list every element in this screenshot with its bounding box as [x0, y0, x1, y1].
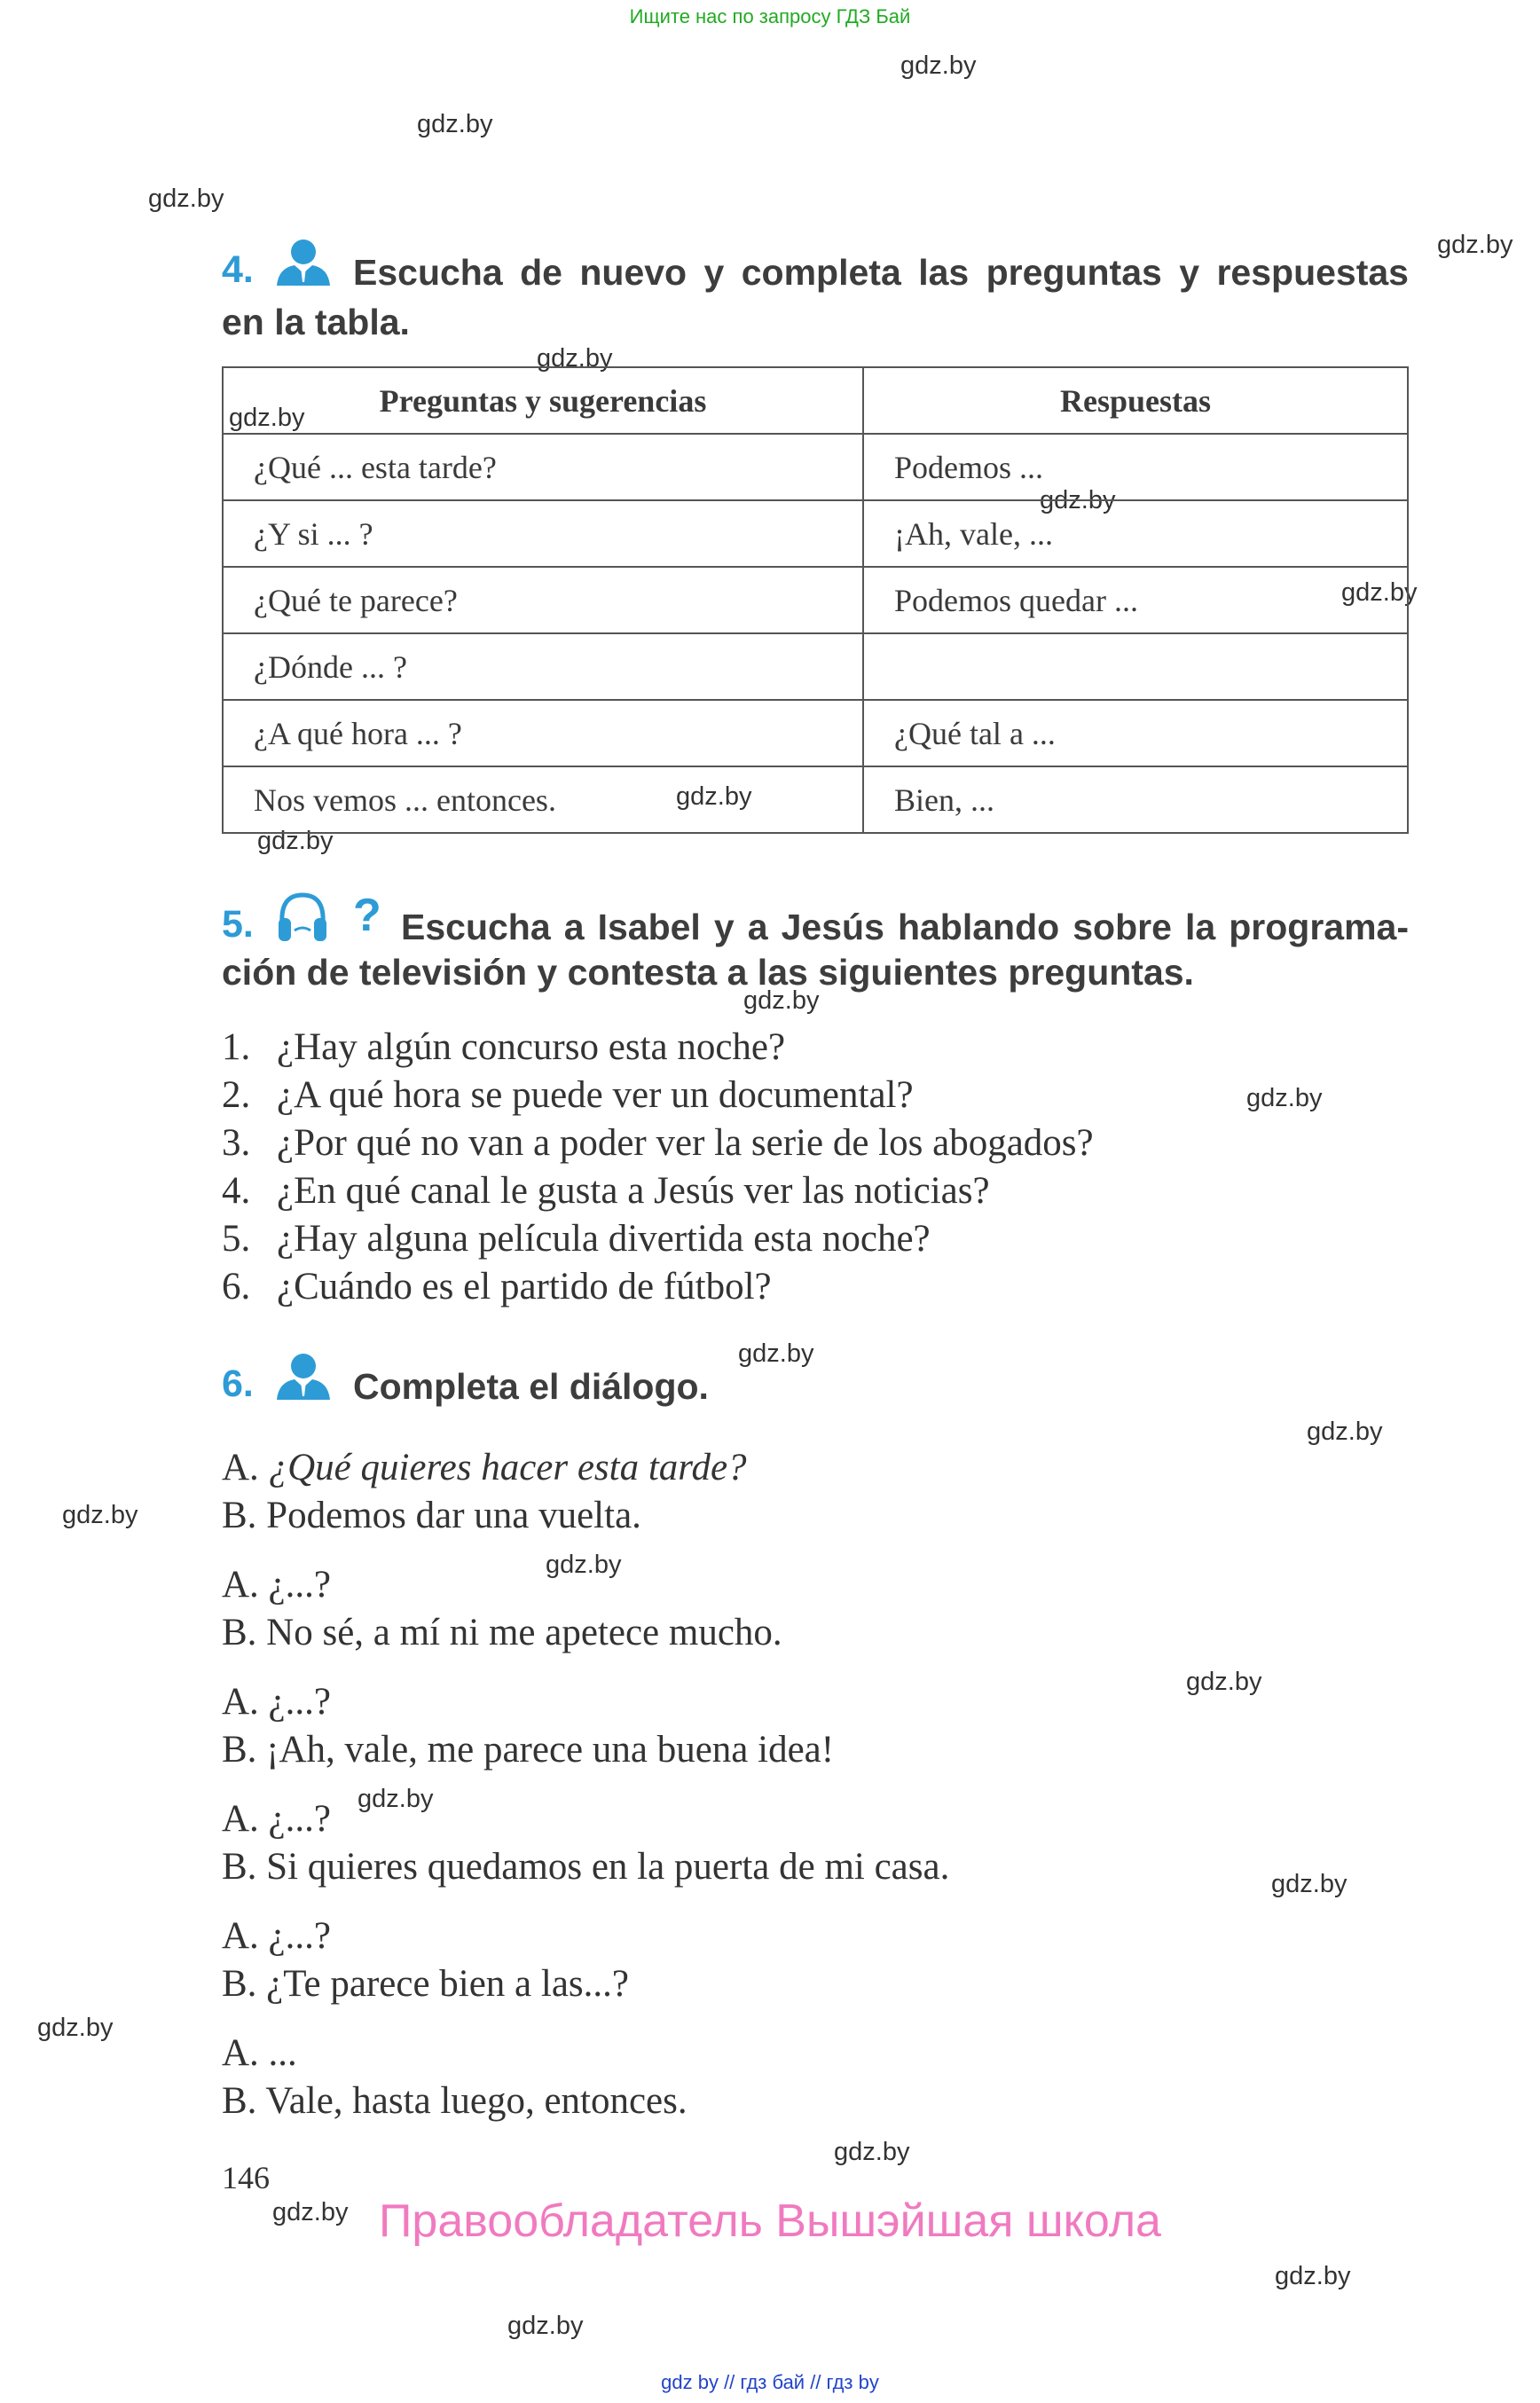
table-cell: ¿Qué te parece? [223, 567, 863, 633]
watermark: gdz.by [1437, 231, 1513, 259]
column-header: Preguntas y sugerencias [223, 367, 863, 434]
dialogue-line-b: B. Podemos dar una vuelta. [222, 1495, 641, 1536]
watermark: gdz.by [537, 344, 613, 373]
watermark: gdz.by [900, 51, 977, 80]
watermark: gdz.by [417, 110, 493, 138]
footer-links[interactable]: gdz by // гдз бай // гдз by [661, 2371, 879, 2393]
list-item [222, 1119, 1094, 1167]
dialogue-line-b: B. No sé, a mí ni me apetece mucho. [222, 1612, 782, 1653]
watermark: gdz.by [229, 404, 305, 432]
watermark: gdz.by [1040, 486, 1116, 514]
question-number: 1. [222, 1026, 251, 1068]
table-row [223, 766, 1408, 833]
exercise-6-number: 6. [222, 1362, 254, 1405]
person-icon [275, 238, 332, 287]
dialogue-line-a: A. ¿...? [222, 1681, 331, 1723]
watermark: gdz.by [834, 2138, 910, 2166]
exercise-5-instruction: Escucha a Isabel y a Jesús hablando sobre la programa- [401, 907, 1409, 947]
question-number: 6. [222, 1266, 251, 1308]
watermark: gdz.by [507, 2312, 584, 2340]
question-icon: ? [353, 890, 381, 941]
table-row [223, 633, 1408, 700]
list-item [222, 1072, 1094, 1119]
question-number: 2. [222, 1074, 251, 1116]
watermark: gdz.by [546, 1551, 622, 1579]
table-cell: ¿Qué tal a ... [863, 700, 1408, 766]
page-number: 146 [222, 2160, 270, 2195]
example-answer: ¿Qué quieres hacer esta tarde? [268, 1447, 747, 1488]
list-item [222, 1263, 1094, 1311]
question-text: ¿A qué hora se puede ver un documental? [277, 1074, 914, 1116]
table-cell: ¿Qué ... esta tarde? [223, 434, 863, 500]
watermark: gdz.by [272, 2198, 349, 2226]
exercise-6-instruction: Completa el diálogo. [353, 1366, 709, 1407]
answers-table [222, 366, 1409, 834]
table-row [223, 567, 1408, 633]
question-list [222, 1024, 1094, 1311]
watermark: gdz.by [148, 185, 224, 213]
watermark: gdz.by [743, 986, 820, 1015]
top-banner[interactable]: Ищите нас по запросу ГДЗ Бай [629, 5, 911, 27]
exercise-4-instruction: Escucha de nuevo y completa las preguntas y respuestas [353, 252, 1409, 293]
watermark: gdz.by [1246, 1084, 1323, 1112]
watermark: gdz.by [1341, 578, 1418, 607]
table-cell: ¿Y si ... ? [223, 500, 863, 567]
watermark: gdz.by [1186, 1668, 1262, 1696]
dialogue-line-a: A. ¿...? [222, 1915, 331, 1957]
question-text: ¿Hay algún concurso esta noche? [277, 1026, 786, 1068]
table-header-row [223, 367, 1408, 434]
watermark: gdz.by [62, 1501, 138, 1529]
rights-holder: Правообладатель Вышэйшая школа [379, 2195, 1161, 2247]
exercise-4-number: 4. [222, 248, 254, 291]
table-cell: ¿Dónde ... ? [223, 633, 863, 700]
dialogue-line-a: A. ¿Qué quieres hacer esta tarde? [222, 1447, 747, 1488]
question-number: 5. [222, 1218, 251, 1260]
table-row [223, 700, 1408, 766]
watermark: gdz.by [358, 1785, 434, 1813]
watermark: gdz.by [676, 782, 752, 811]
question-number: 3. [222, 1122, 251, 1164]
dialogue-line-b: B. Vale, hasta luego, entonces. [222, 2080, 688, 2122]
watermark: gdz.by [1307, 1417, 1383, 1446]
list-item [222, 1215, 1094, 1263]
exercise-4-instruction-cont: en la tabla. [222, 302, 410, 342]
watermark: gdz.by [257, 827, 334, 855]
dialogue-line-a: A. ¿...? [222, 1564, 331, 1606]
table-cell: Bien, ... [863, 766, 1408, 833]
watermark: gdz.by [1275, 2262, 1351, 2290]
table-cell: ¡Ah, vale, ... [863, 500, 1408, 567]
list-item [222, 1167, 1094, 1215]
question-number: 4. [222, 1170, 251, 1212]
table-cell [863, 633, 1408, 700]
column-header: Respuestas [863, 367, 1408, 434]
table-cell: Nos vemos ... entonces. [223, 766, 863, 833]
person-icon [275, 1352, 332, 1402]
exercise-5-number: 5. [222, 903, 254, 946]
dialogue-line-a: A. ¿...? [222, 1798, 331, 1840]
watermark: gdz.by [738, 1339, 814, 1368]
table-cell: Podemos ... [863, 434, 1408, 500]
dialogue-line-a: A. ... [222, 2032, 297, 2074]
table-cell: ¿A qué hora ... ? [223, 700, 863, 766]
dialogue-line-b: B. ¡Ah, vale, me parece una buena idea! [222, 1729, 835, 1771]
list-item [222, 1024, 1094, 1072]
question-text: ¿En qué canal le gusta a Jesús ver las noticias? [277, 1170, 990, 1212]
question-text: ¿Por qué no van a poder ver la serie de los abogados? [277, 1122, 1094, 1164]
question-text: ¿Cuándo es el partido de fútbol? [277, 1266, 772, 1308]
table-row [223, 500, 1408, 567]
headphones-icon [275, 890, 330, 945]
watermark: gdz.by [1271, 1870, 1348, 1898]
dialogue-line-b: B. Si quieres quedamos en la puerta de mi casa. [222, 1846, 950, 1888]
dialogue-line-b: B. ¿Te parece bien a las...? [222, 1963, 629, 2005]
watermark: gdz.by [37, 2014, 114, 2042]
table-cell: Podemos quedar ... [863, 567, 1408, 633]
question-text: ¿Hay alguna película divertida esta noche? [277, 1218, 931, 1260]
exercise-5-instruction-cont: ción de televisión y contesta a las siguientes preguntas. [222, 952, 1194, 993]
table-row [223, 434, 1408, 500]
